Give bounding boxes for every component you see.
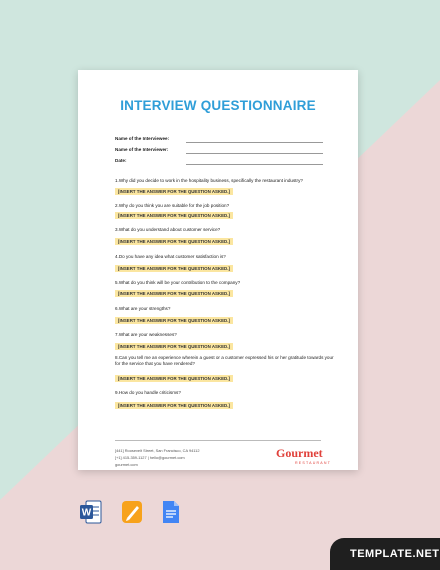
- answer-7: [INSERT THE ANSWER FOR THE QUESTION ASKED.]: [115, 343, 233, 350]
- question-8: 8.Can you tell me an experience wherein a guest or a customer expressed his or her gratitude towards your for the service that you have rendered?: [115, 355, 334, 366]
- question-5: 5.What do you think will be your contribution to the company?: [115, 280, 241, 285]
- question-9: 9.How do you handle criticisms?: [115, 390, 181, 395]
- footer-contact: [+1] 415-359-1127 | hello@gourmet.com: [115, 455, 185, 460]
- answer-1: [INSERT THE ANSWER FOR THE QUESTION ASKED.]: [115, 188, 233, 195]
- watermark-text: TEMPLATE.NET: [350, 548, 440, 560]
- answer-2: [INSERT THE ANSWER FOR THE QUESTION ASKED.]: [115, 212, 233, 219]
- brand-logo: Gourmet: [276, 446, 323, 460]
- interviewer-field: [186, 153, 323, 154]
- question-6: 6.What are your strengths?: [115, 306, 171, 311]
- footer-website: gourmet.com: [115, 462, 138, 467]
- answer-3: [INSERT THE ANSWER FOR THE QUESTION ASKED.]: [115, 238, 233, 245]
- svg-text:W: W: [81, 507, 92, 519]
- question-3: 3.What do you understand about customer service?: [115, 227, 221, 232]
- footer-divider: [115, 440, 321, 441]
- date-label: Date:: [115, 158, 127, 163]
- footer-address: [441] Roosevelt Street, San Francisco, CA 94112: [115, 448, 200, 453]
- answer-4: [INSERT THE ANSWER FOR THE QUESTION ASKED.]: [115, 265, 233, 272]
- watermark-badge: [330, 538, 440, 570]
- date-field: [186, 164, 323, 165]
- word-icon[interactable]: [80, 500, 102, 524]
- brand-subtitle: RESTAURANT: [295, 461, 332, 465]
- question-4: 4.Do you have any idea what customer satisfaction is?: [115, 254, 226, 259]
- interviewee-label: Name of the Interviewee:: [115, 136, 170, 141]
- interviewer-label: Name of the Interviewer:: [115, 147, 169, 152]
- pages-icon[interactable]: [121, 500, 143, 524]
- interviewee-field: [186, 142, 323, 143]
- question-1: 1.Why did you decide to work in the hospitality business, specifically the restaurant industry?: [115, 178, 303, 183]
- document-title: INTERVIEW QUESTIONNAIRE: [120, 98, 316, 113]
- answer-5: [INSERT THE ANSWER FOR THE QUESTION ASKED.]: [115, 290, 233, 297]
- google-docs-icon[interactable]: [160, 500, 182, 524]
- answer-6: [INSERT THE ANSWER FOR THE QUESTION ASKED.]: [115, 317, 233, 324]
- question-2: 2.Why do you think you are suitable for the job position?: [115, 203, 230, 208]
- question-7: 7.What are your weaknesses?: [115, 332, 177, 337]
- answer-8: [INSERT THE ANSWER FOR THE QUESTION ASKED.]: [115, 375, 233, 382]
- answer-9: [INSERT THE ANSWER FOR THE QUESTION ASKED.]: [115, 402, 233, 409]
- document-page: [78, 70, 358, 470]
